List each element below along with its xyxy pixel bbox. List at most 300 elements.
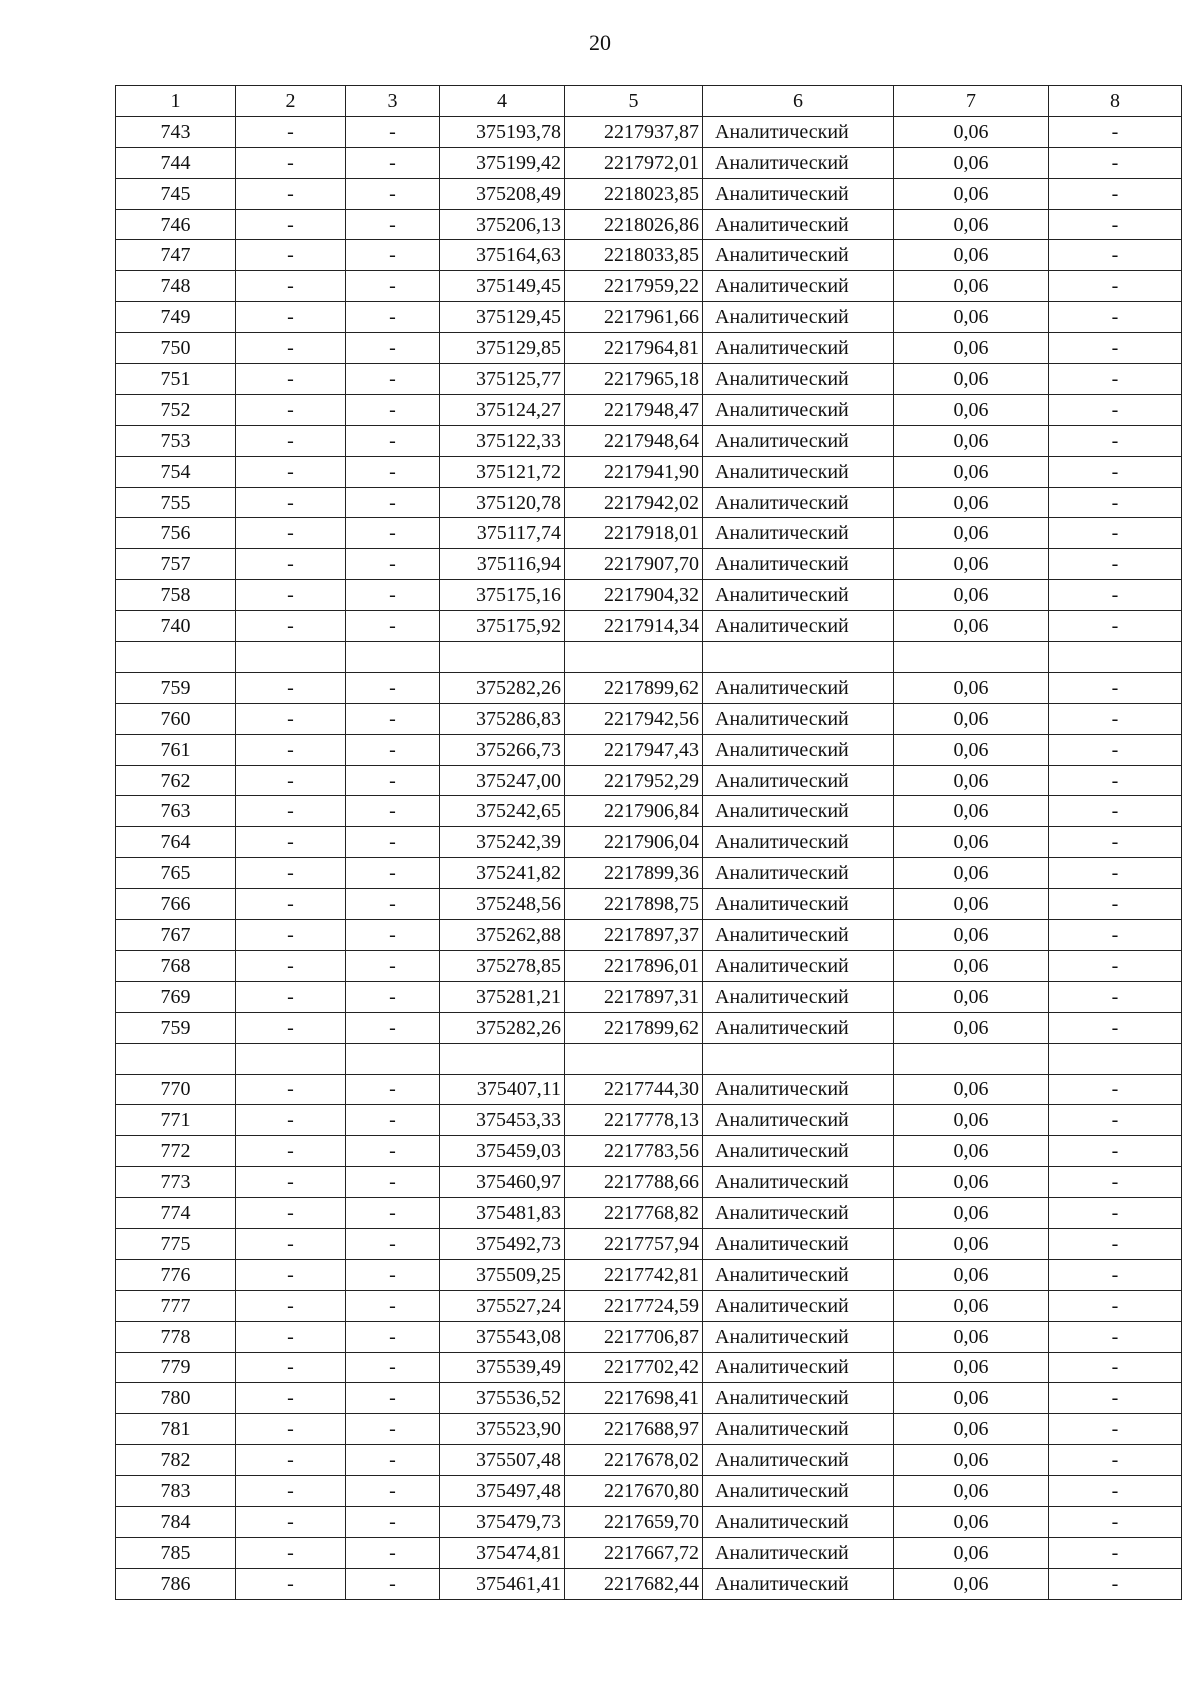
table-cell-col-2: - — [236, 209, 346, 240]
table-cell-col-5: 2217897,31 — [565, 981, 703, 1012]
table-cell-col-2: - — [236, 734, 346, 765]
table-cell-col-3: - — [346, 796, 440, 827]
table-cell-col-3: - — [346, 1167, 440, 1198]
table-cell-col-3: - — [346, 1445, 440, 1476]
table-cell-col-4: 375497,48 — [440, 1476, 565, 1507]
table-cell-col-5: 2217948,64 — [565, 425, 703, 456]
table-cell-col-3: - — [346, 1259, 440, 1290]
table-cell-col-4: 375199,42 — [440, 147, 565, 178]
table-cell-col-8: - — [1049, 271, 1182, 302]
table-row — [116, 1105, 1182, 1136]
table-cell-col-6: Аналитический — [703, 209, 894, 240]
table-cell-col-2: - — [236, 1476, 346, 1507]
table-cell-col-6: Аналитический — [703, 580, 894, 611]
table-cell-col-7: 0,06 — [894, 425, 1049, 456]
table-cell-col-5: 2217906,04 — [565, 827, 703, 858]
table-cell-col-5: 2218023,85 — [565, 178, 703, 209]
table-row — [116, 642, 1182, 673]
table-row — [116, 518, 1182, 549]
table-cell-col-5: 2217914,34 — [565, 611, 703, 642]
table-cell-col-7: 0,06 — [894, 209, 1049, 240]
table-cell-col-4: 375124,27 — [440, 394, 565, 425]
table-cell-col-2: - — [236, 796, 346, 827]
table-cell-col-3: - — [346, 178, 440, 209]
table-cell-col-3: - — [346, 456, 440, 487]
table-cell-col-1: 753 — [116, 425, 236, 456]
table-cell-col-1: 759 — [116, 672, 236, 703]
table-cell-col-5: 2217942,02 — [565, 487, 703, 518]
table-cell-col-4: 375193,78 — [440, 116, 565, 147]
table-cell-col-2: - — [236, 981, 346, 1012]
table-cell-col-3: - — [346, 1290, 440, 1321]
table-row — [116, 271, 1182, 302]
table-cell-col-6: Аналитический — [703, 240, 894, 271]
table-cell-col-5: 2217961,66 — [565, 302, 703, 333]
table-cell-col-7: 0,06 — [894, 580, 1049, 611]
table-row — [116, 611, 1182, 642]
table-cell-col-1: 769 — [116, 981, 236, 1012]
table-cell-col-7: 0,06 — [894, 1476, 1049, 1507]
table-cell-col-1: 755 — [116, 487, 236, 518]
table-row — [116, 1043, 1182, 1074]
table-cell-col-8: - — [1049, 456, 1182, 487]
table-cell-col-3: - — [346, 549, 440, 580]
table-cell-col-6: Аналитический — [703, 425, 894, 456]
table-row — [116, 889, 1182, 920]
table-cell-col-4: 375523,90 — [440, 1414, 565, 1445]
table-cell-col-8: - — [1049, 1476, 1182, 1507]
column-header-2: 2 — [236, 86, 346, 117]
table-cell-col-8: - — [1049, 1445, 1182, 1476]
table-cell-col-3: - — [346, 858, 440, 889]
table-cell-col-8: - — [1049, 1105, 1182, 1136]
table-cell-col-2: - — [236, 1136, 346, 1167]
table-row — [116, 1259, 1182, 1290]
table-cell-col-8: - — [1049, 920, 1182, 951]
table-cell-col-7: 0,06 — [894, 1568, 1049, 1599]
table-cell-col-1: 773 — [116, 1167, 236, 1198]
table-cell-col-5: 2217757,94 — [565, 1228, 703, 1259]
table-cell-col-2: - — [236, 333, 346, 364]
table-cell-col-7: 0,06 — [894, 889, 1049, 920]
table-cell-col-4: 375507,48 — [440, 1445, 565, 1476]
table-cell-col-6: Аналитический — [703, 950, 894, 981]
table-cell-col-1: 740 — [116, 611, 236, 642]
table-cell-col-6: Аналитический — [703, 734, 894, 765]
table-cell-col-8: - — [1049, 518, 1182, 549]
table-cell-col-2 — [236, 1043, 346, 1074]
table-cell-col-3: - — [346, 611, 440, 642]
table-cell-col-6: Аналитический — [703, 456, 894, 487]
table-cell-col-4: 375262,88 — [440, 920, 565, 951]
table-cell-col-4: 375247,00 — [440, 765, 565, 796]
table-cell-col-7: 0,06 — [894, 333, 1049, 364]
table-cell-col-1: 754 — [116, 456, 236, 487]
table-cell-col-4: 375175,16 — [440, 580, 565, 611]
table-cell-col-3: - — [346, 920, 440, 951]
table-cell-col-2: - — [236, 1074, 346, 1105]
table-row — [116, 394, 1182, 425]
table-cell-col-7: 0,06 — [894, 1352, 1049, 1383]
table-cell-col-6: Аналитический — [703, 271, 894, 302]
table-cell-col-3: - — [346, 147, 440, 178]
table-cell-col-1: 748 — [116, 271, 236, 302]
table-cell-col-4: 375242,39 — [440, 827, 565, 858]
table-cell-col-8: - — [1049, 827, 1182, 858]
table-cell-col-1: 763 — [116, 796, 236, 827]
table-cell-col-8: - — [1049, 487, 1182, 518]
table-cell-col-2: - — [236, 394, 346, 425]
table-cell-col-5: 2217918,01 — [565, 518, 703, 549]
table-cell-col-8: - — [1049, 116, 1182, 147]
table-cell-col-3: - — [346, 302, 440, 333]
table-cell-col-7: 0,06 — [894, 1383, 1049, 1414]
table-cell-col-3: - — [346, 1105, 440, 1136]
table-cell-col-7: 0,06 — [894, 827, 1049, 858]
table-row — [116, 981, 1182, 1012]
table-cell-col-7: 0,06 — [894, 456, 1049, 487]
table-cell-col-8: - — [1049, 364, 1182, 395]
table-row — [116, 178, 1182, 209]
table-cell-col-5: 2217667,72 — [565, 1537, 703, 1568]
table-cell-col-4: 375266,73 — [440, 734, 565, 765]
table-cell-col-7: 0,06 — [894, 1167, 1049, 1198]
table-cell-col-7: 0,06 — [894, 611, 1049, 642]
table-cell-col-3: - — [346, 1568, 440, 1599]
table-cell-col-3: - — [346, 394, 440, 425]
table-cell-col-3: - — [346, 333, 440, 364]
table-cell-col-5: 2217941,90 — [565, 456, 703, 487]
table-row — [116, 1568, 1182, 1599]
table-row — [116, 1012, 1182, 1043]
column-header-3: 3 — [346, 86, 440, 117]
table-cell-col-4: 375125,77 — [440, 364, 565, 395]
table-cell-col-6: Аналитический — [703, 1568, 894, 1599]
table-cell-col-4 — [440, 1043, 565, 1074]
table-cell-col-7: 0,06 — [894, 920, 1049, 951]
table-cell-col-3: - — [346, 1136, 440, 1167]
table-cell-col-7: 0,06 — [894, 1012, 1049, 1043]
table-cell-col-6: Аналитический — [703, 765, 894, 796]
table-cell-col-6: Аналитический — [703, 518, 894, 549]
table-cell-col-4: 375492,73 — [440, 1228, 565, 1259]
table-cell-col-8: - — [1049, 1568, 1182, 1599]
table-cell-col-1: 783 — [116, 1476, 236, 1507]
table-cell-col-4: 375208,49 — [440, 178, 565, 209]
table-cell-col-3: - — [346, 827, 440, 858]
table-cell-col-6: Аналитический — [703, 1414, 894, 1445]
table-cell-col-6: Аналитический — [703, 147, 894, 178]
table-cell-col-3: - — [346, 1074, 440, 1105]
table-cell-col-8: - — [1049, 147, 1182, 178]
table-cell-col-8: - — [1049, 1228, 1182, 1259]
table-cell-col-5: 2217942,56 — [565, 703, 703, 734]
table-cell-col-3: - — [346, 1383, 440, 1414]
table-cell-col-5: 2217698,41 — [565, 1383, 703, 1414]
table-cell-col-6: Аналитический — [703, 1198, 894, 1229]
table-cell-col-4: 375281,21 — [440, 981, 565, 1012]
table-cell-col-2: - — [236, 487, 346, 518]
table-cell-col-6: Аналитический — [703, 703, 894, 734]
table-cell-col-6: Аналитический — [703, 333, 894, 364]
table-cell-col-4: 375282,26 — [440, 672, 565, 703]
table-cell-col-1: 770 — [116, 1074, 236, 1105]
table-cell-col-4: 375539,49 — [440, 1352, 565, 1383]
table-cell-col-1: 744 — [116, 147, 236, 178]
table-row — [116, 734, 1182, 765]
table-cell-col-7: 0,06 — [894, 1074, 1049, 1105]
table-cell-col-1: 776 — [116, 1259, 236, 1290]
table-cell-col-8: - — [1049, 950, 1182, 981]
table-cell-col-7: 0,06 — [894, 1105, 1049, 1136]
table-cell-col-8: - — [1049, 1012, 1182, 1043]
table-cell-col-3: - — [346, 116, 440, 147]
table-cell-col-4 — [440, 642, 565, 673]
table-cell-col-3: - — [346, 889, 440, 920]
table-cell-col-1: 757 — [116, 549, 236, 580]
table-cell-col-2: - — [236, 1198, 346, 1229]
table-cell-col-2: - — [236, 1383, 346, 1414]
table-cell-col-5: 2217906,84 — [565, 796, 703, 827]
table-cell-col-3: - — [346, 580, 440, 611]
column-header-1: 1 — [116, 86, 236, 117]
table-cell-col-7: 0,06 — [894, 364, 1049, 395]
table-cell-col-6 — [703, 1043, 894, 1074]
table-cell-col-1: 758 — [116, 580, 236, 611]
table-cell-col-5: 2218026,86 — [565, 209, 703, 240]
table-cell-col-1: 786 — [116, 1568, 236, 1599]
table-cell-col-2: - — [236, 364, 346, 395]
table-cell-col-3: - — [346, 1012, 440, 1043]
table-cell-col-2: - — [236, 1105, 346, 1136]
table-cell-col-1: 752 — [116, 394, 236, 425]
table-cell-col-8: - — [1049, 858, 1182, 889]
table-cell-col-2: - — [236, 611, 346, 642]
table-cell-col-1 — [116, 642, 236, 673]
table-cell-col-7: 0,06 — [894, 734, 1049, 765]
table-body — [116, 116, 1182, 1599]
table-row — [116, 1476, 1182, 1507]
table-cell-col-7: 0,06 — [894, 518, 1049, 549]
table-cell-col-5: 2217682,44 — [565, 1568, 703, 1599]
table-cell-col-7: 0,06 — [894, 1259, 1049, 1290]
table-cell-col-8: - — [1049, 209, 1182, 240]
table-cell-col-7: 0,06 — [894, 858, 1049, 889]
table-cell-col-5: 2217948,47 — [565, 394, 703, 425]
table-cell-col-5: 2217778,13 — [565, 1105, 703, 1136]
table-cell-col-4: 375122,33 — [440, 425, 565, 456]
table-cell-col-2: - — [236, 116, 346, 147]
table-cell-col-7 — [894, 642, 1049, 673]
table-cell-col-7: 0,06 — [894, 1537, 1049, 1568]
table-row — [116, 364, 1182, 395]
table-row — [116, 1198, 1182, 1229]
table-cell-col-8: - — [1049, 1383, 1182, 1414]
table-cell-col-1: 747 — [116, 240, 236, 271]
table-row — [116, 1290, 1182, 1321]
table-cell-col-6: Аналитический — [703, 1105, 894, 1136]
table-cell-col-4: 375120,78 — [440, 487, 565, 518]
table-cell-col-3: - — [346, 487, 440, 518]
table-cell-col-6: Аналитический — [703, 1136, 894, 1167]
table-cell-col-3: - — [346, 240, 440, 271]
table-cell-col-2: - — [236, 1414, 346, 1445]
table-cell-col-2: - — [236, 920, 346, 951]
table-cell-col-7: 0,06 — [894, 302, 1049, 333]
table-row — [116, 240, 1182, 271]
table-cell-col-1: 745 — [116, 178, 236, 209]
table-row — [116, 580, 1182, 611]
table-cell-col-8: - — [1049, 1074, 1182, 1105]
table-cell-col-4: 375175,92 — [440, 611, 565, 642]
table-cell-col-7: 0,06 — [894, 240, 1049, 271]
table-cell-col-5: 2217744,30 — [565, 1074, 703, 1105]
table-cell-col-3: - — [346, 703, 440, 734]
table-cell-col-6: Аналитический — [703, 1321, 894, 1352]
table-cell-col-1: 746 — [116, 209, 236, 240]
table-cell-col-1: 780 — [116, 1383, 236, 1414]
table-cell-col-5: 2217788,66 — [565, 1167, 703, 1198]
table-row — [116, 1136, 1182, 1167]
table-cell-col-6: Аналитический — [703, 116, 894, 147]
table-cell-col-4: 375459,03 — [440, 1136, 565, 1167]
table-cell-col-6: Аналитический — [703, 1012, 894, 1043]
table-row — [116, 765, 1182, 796]
table-cell-col-4: 375242,65 — [440, 796, 565, 827]
table-cell-col-4: 375481,83 — [440, 1198, 565, 1229]
table-row — [116, 1537, 1182, 1568]
table-cell-col-3 — [346, 1043, 440, 1074]
table-cell-col-1: 766 — [116, 889, 236, 920]
table-row — [116, 703, 1182, 734]
table-cell-col-4: 375479,73 — [440, 1506, 565, 1537]
table-cell-col-4: 375206,13 — [440, 209, 565, 240]
table-cell-col-1: 756 — [116, 518, 236, 549]
table-cell-col-6: Аналитический — [703, 549, 894, 580]
table-row — [116, 796, 1182, 827]
table-cell-col-8: - — [1049, 178, 1182, 209]
table-cell-col-5: 2217937,87 — [565, 116, 703, 147]
table-cell-col-8: - — [1049, 240, 1182, 271]
table-cell-col-7: 0,06 — [894, 549, 1049, 580]
table-cell-col-4: 375129,85 — [440, 333, 565, 364]
table-cell-col-6: Аналитический — [703, 1167, 894, 1198]
table-cell-col-5: 2217897,37 — [565, 920, 703, 951]
table-cell-col-4: 375474,81 — [440, 1537, 565, 1568]
table-cell-col-3: - — [346, 1352, 440, 1383]
table-cell-col-8: - — [1049, 1136, 1182, 1167]
table-cell-col-8: - — [1049, 302, 1182, 333]
table-cell-col-8: - — [1049, 1290, 1182, 1321]
table-cell-col-1: 768 — [116, 950, 236, 981]
table-cell-col-3: - — [346, 425, 440, 456]
table-row — [116, 425, 1182, 456]
table-cell-col-4: 375407,11 — [440, 1074, 565, 1105]
table-cell-col-6: Аналитический — [703, 1259, 894, 1290]
table-cell-col-3: - — [346, 765, 440, 796]
table-cell-col-2: - — [236, 147, 346, 178]
table-row — [116, 1506, 1182, 1537]
table-row — [116, 858, 1182, 889]
coordinates-table — [115, 85, 1182, 1600]
table-cell-col-2: - — [236, 1228, 346, 1259]
table-cell-col-2: - — [236, 1568, 346, 1599]
table-cell-col-4: 375509,25 — [440, 1259, 565, 1290]
table-cell-col-6: Аналитический — [703, 1537, 894, 1568]
table-cell-col-5: 2217964,81 — [565, 333, 703, 364]
table-cell-col-6: Аналитический — [703, 981, 894, 1012]
table-cell-col-2: - — [236, 1321, 346, 1352]
table-cell-col-1: 777 — [116, 1290, 236, 1321]
table-cell-col-5: 2217706,87 — [565, 1321, 703, 1352]
table-cell-col-8: - — [1049, 1259, 1182, 1290]
table-cell-col-2: - — [236, 1537, 346, 1568]
table-cell-col-2 — [236, 642, 346, 673]
table-cell-col-5: 2217783,56 — [565, 1136, 703, 1167]
table-cell-col-3: - — [346, 1321, 440, 1352]
table-cell-col-8: - — [1049, 1506, 1182, 1537]
table-cell-col-5: 2217907,70 — [565, 549, 703, 580]
table-cell-col-6: Аналитический — [703, 858, 894, 889]
table-cell-col-5: 2217670,80 — [565, 1476, 703, 1507]
table-cell-col-4: 375248,56 — [440, 889, 565, 920]
table-cell-col-2: - — [236, 271, 346, 302]
table-cell-col-6: Аналитический — [703, 1445, 894, 1476]
table-cell-col-1: 771 — [116, 1105, 236, 1136]
table-cell-col-6: Аналитический — [703, 1352, 894, 1383]
column-header-8: 8 — [1049, 86, 1182, 117]
table-cell-col-7: 0,06 — [894, 1228, 1049, 1259]
table-cell-col-1: 760 — [116, 703, 236, 734]
table-cell-col-7: 0,06 — [894, 672, 1049, 703]
table-row — [116, 1414, 1182, 1445]
table-row — [116, 333, 1182, 364]
table-cell-col-1: 781 — [116, 1414, 236, 1445]
table-cell-col-2: - — [236, 302, 346, 333]
table-cell-col-1: 772 — [116, 1136, 236, 1167]
table-cell-col-5: 2217899,36 — [565, 858, 703, 889]
table-cell-col-7: 0,06 — [894, 796, 1049, 827]
table-cell-col-7: 0,06 — [894, 178, 1049, 209]
table-cell-col-1: 749 — [116, 302, 236, 333]
table-row — [116, 1228, 1182, 1259]
table-cell-col-8: - — [1049, 1537, 1182, 1568]
table-cell-col-5: 2217678,02 — [565, 1445, 703, 1476]
table-cell-col-5: 2218033,85 — [565, 240, 703, 271]
table-cell-col-6: Аналитический — [703, 302, 894, 333]
table-cell-col-5: 2217972,01 — [565, 147, 703, 178]
table-cell-col-6: Аналитический — [703, 364, 894, 395]
table-cell-col-8: - — [1049, 765, 1182, 796]
table-cell-col-7: 0,06 — [894, 1506, 1049, 1537]
table-cell-col-4: 375164,63 — [440, 240, 565, 271]
table-cell-col-8: - — [1049, 611, 1182, 642]
column-header-6: 6 — [703, 86, 894, 117]
table-cell-col-6: Аналитический — [703, 1383, 894, 1414]
page-number: 20 — [589, 30, 611, 55]
table-cell-col-6: Аналитический — [703, 827, 894, 858]
column-header-5: 5 — [565, 86, 703, 117]
table-row — [116, 209, 1182, 240]
table-cell-col-5: 2217898,75 — [565, 889, 703, 920]
table-cell-col-7: 0,06 — [894, 1445, 1049, 1476]
table-cell-col-5: 2217965,18 — [565, 364, 703, 395]
table-row — [116, 487, 1182, 518]
table-cell-col-5: 2217768,82 — [565, 1198, 703, 1229]
table-cell-col-2: - — [236, 178, 346, 209]
table-row — [116, 1445, 1182, 1476]
table-cell-col-5: 2217742,81 — [565, 1259, 703, 1290]
